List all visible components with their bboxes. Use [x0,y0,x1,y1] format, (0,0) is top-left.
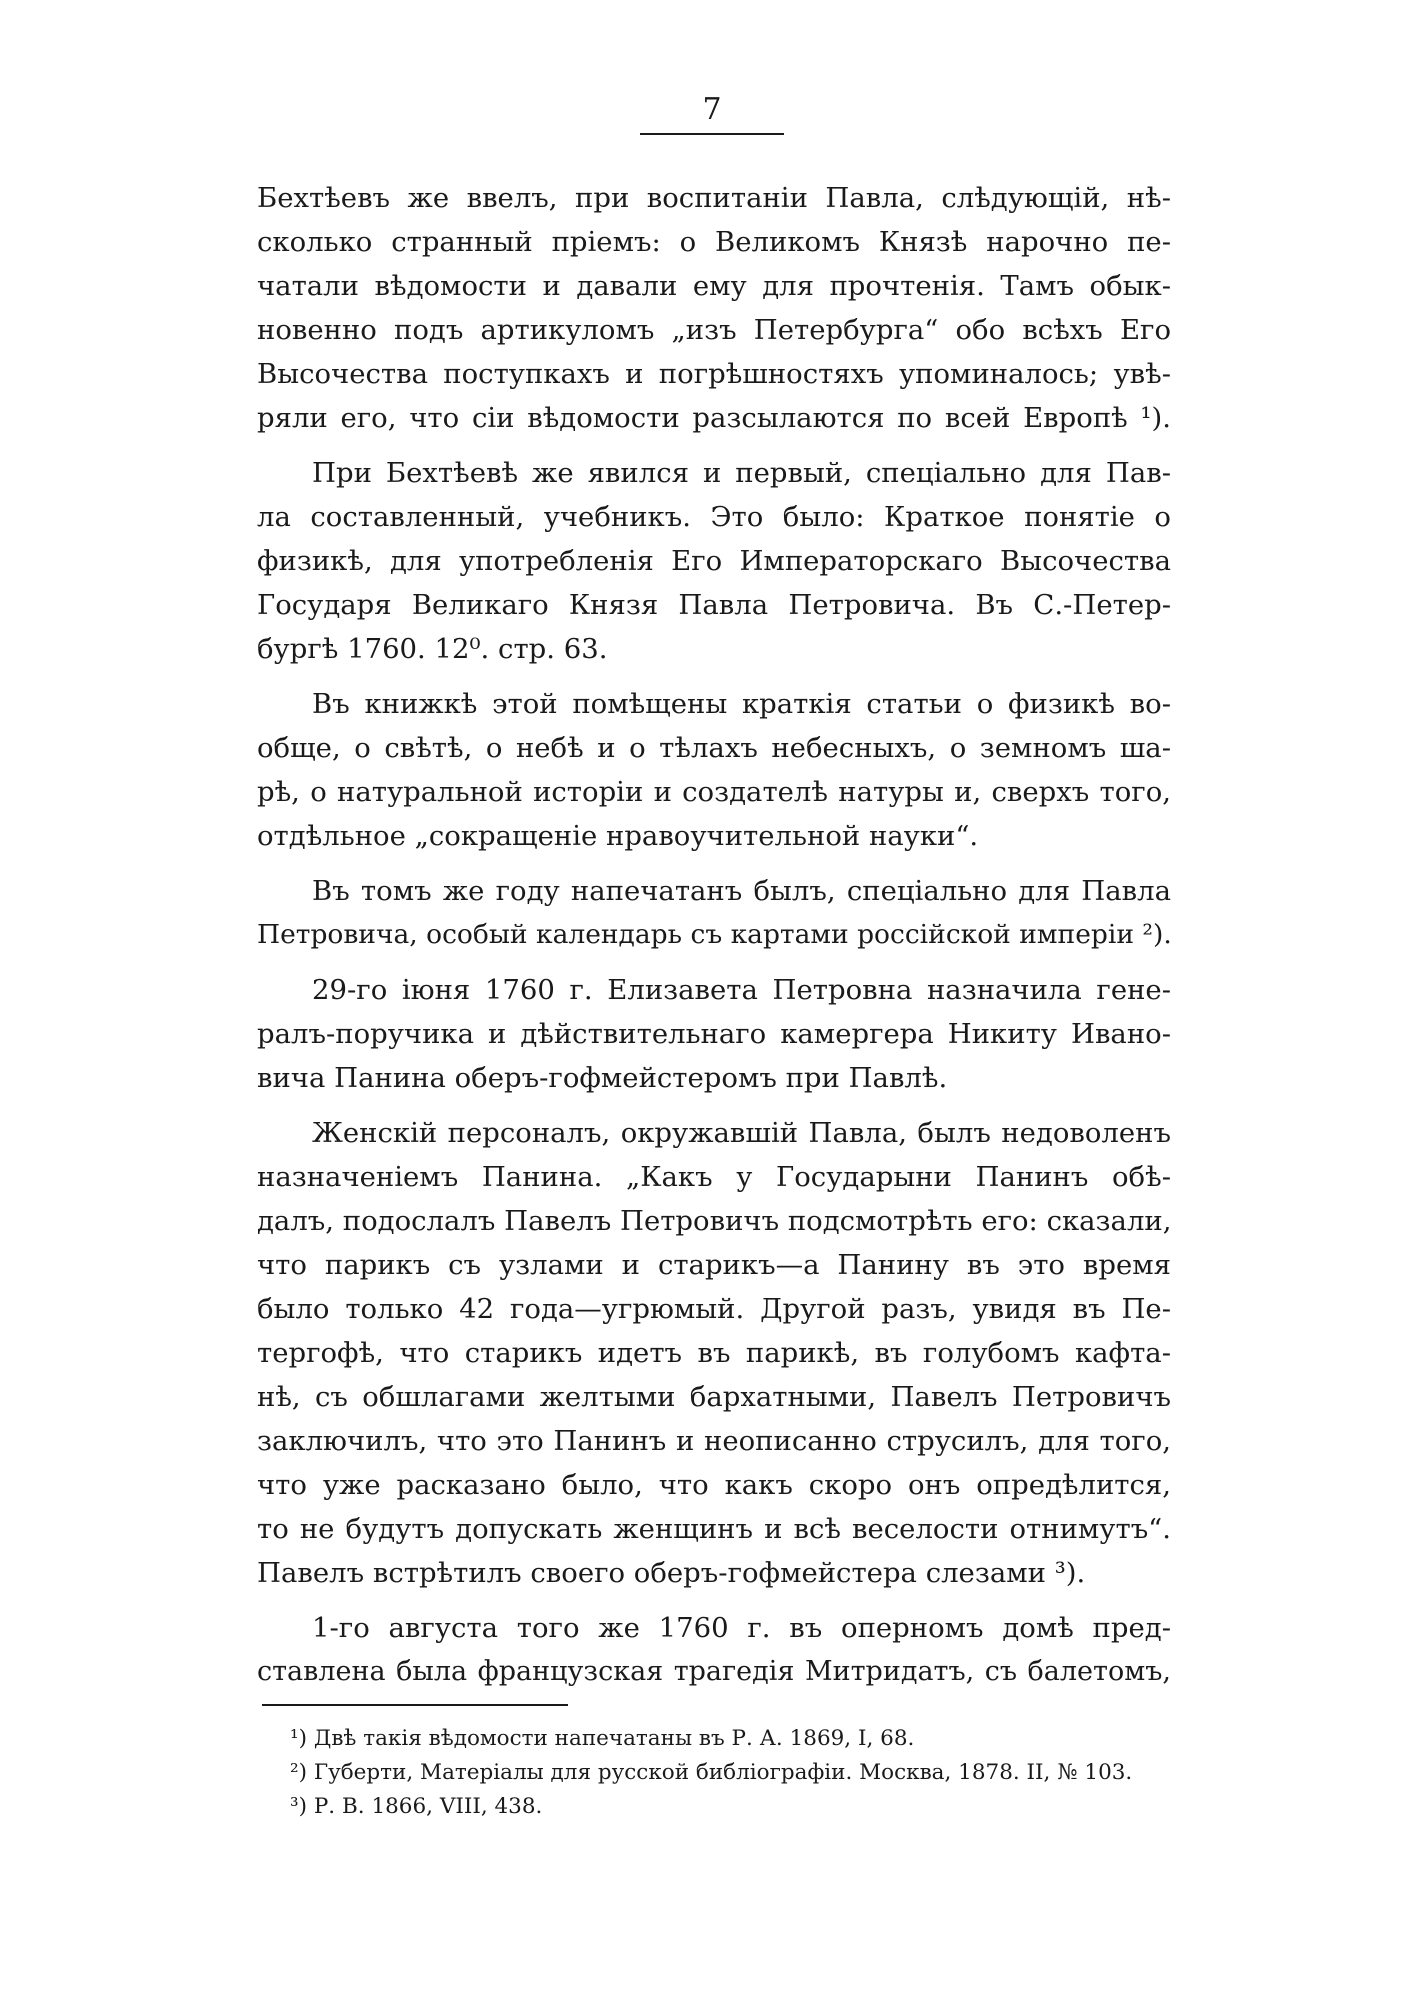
body-text [257,176,1171,1705]
paragraph [257,1111,1171,1595]
text-line: обще, о свѣтѣ, о небѣ и о тѣлахъ небесныхъ, о земномъ ша- [257,732,1171,764]
text-line: было только 42 года—угрюмый. Другой разъ, увидя въ Пе- [257,1293,1171,1325]
paragraph [257,968,1171,1100]
text-line: что парикъ съ узлами и старикъ—а Панину въ это время [257,1249,1171,1281]
text-line: вича Панина оберъ-гофмейстеромъ при Павлѣ. [257,1062,948,1094]
text-line: Государя Великаго Князя Павла Петровича. Въ С.-Петер- [257,589,1171,621]
footnote: ²) Губерти, Матеріалы для русской библіографіи. Москва, 1878. II, № 103. [290,1760,1133,1785]
text-line: Въ томъ же году напечатанъ былъ, спеціально для Павла [312,875,1171,907]
footnote-separator [262,1704,568,1706]
text-line: ла составленный, учебникъ. Это было: Краткое понятіе о [257,501,1171,533]
text-line: заключилъ, что это Панинъ и неописанно струсилъ, для того, [257,1425,1171,1457]
text-line: ставлена была французская трагедія Митридатъ, съ балетомъ, [257,1656,1171,1687]
text-line: Женскій персоналъ, окружавшій Павла, былъ недоволенъ [312,1117,1171,1149]
text-line: новенно подъ артикуломъ „изъ Петербурга“ обо всѣхъ Его [257,314,1171,346]
text-line: При Бехтѣевѣ же явился и первый, спеціально для Пав- [312,457,1171,489]
text-line: рѣ, о натуральной исторіи и создателѣ натуры и, сверхъ того, [257,776,1171,808]
text-line: ралъ-поручика и дѣйствительнаго камергера Никиту Ивано- [257,1018,1171,1050]
paragraph [257,869,1171,957]
page-number-rule [640,133,784,135]
text-line: 29-го іюня 1760 г. Елизавета Петровна назначила гене- [312,974,1171,1006]
text-line: ряли его, что сіи вѣдомости разсылаются по всей Европѣ ¹). [257,402,1171,434]
text-line: отдѣльное „сокращеніе нравоучительной науки“. [257,820,979,852]
text-line: Павелъ встрѣтилъ своего оберъ-гофмейстера слезами ³). [257,1557,1086,1589]
page-number: 7 [702,92,722,127]
text-line: 1-го августа того же 1760 г. въ оперномъ домѣ пред- [312,1612,1171,1644]
text-line: далъ, подослалъ Павелъ Петровичъ подсмотрѣть его: сказали, [257,1205,1172,1237]
text-line: Въ книжкѣ этой помѣщены краткія статьи о физикѣ во- [312,688,1171,720]
footnote: ³) Р. В. 1866, VIII, 438. [290,1794,543,1819]
text-line: назначеніемъ Панина. „Какъ у Государыни Панинъ обѣ- [257,1161,1171,1193]
text-line: Петровича, особый календарь съ картами россійской имперіи ²). [257,919,1172,950]
paragraph [257,682,1171,858]
text-line: тергофѣ, что старикъ идетъ въ парикѣ, въ голубомъ кафта- [257,1337,1171,1369]
text-line: что уже расказано было, что какъ скоро онъ опредѣлится, [257,1469,1171,1501]
text-line: чатали вѣдомости и давали ему для прочтенія. Тамъ обык- [257,270,1171,302]
paragraph [257,1606,1171,1694]
text-line: бургѣ 1760. 12⁰. стр. 63. [257,633,608,665]
text-line: Бехтѣевъ же ввелъ, при воспитаніи Павла, слѣдующій, нѣ- [257,182,1171,214]
paragraph [257,176,1171,440]
footnote: ¹) Двѣ такія вѣдомости напечатаны въ Р. А. 1869, I, 68. [290,1726,915,1751]
footnotes [290,1722,1180,1824]
text-line: то не будутъ допускать женщинъ и всѣ веселости отнимутъ“. [257,1513,1171,1545]
text-line: Высочества поступкахъ и погрѣшностяхъ упоминалось; увѣ- [257,358,1171,390]
text-line: сколько странный пріемъ: о Великомъ Князѣ нарочно пе- [257,226,1171,258]
paragraph [257,451,1171,671]
text-line: нѣ, съ обшлагами желтыми бархатными, Павелъ Петровичъ [257,1381,1171,1413]
text-line: физикѣ, для употребленія Его Императорскаго Высочества [257,545,1171,577]
